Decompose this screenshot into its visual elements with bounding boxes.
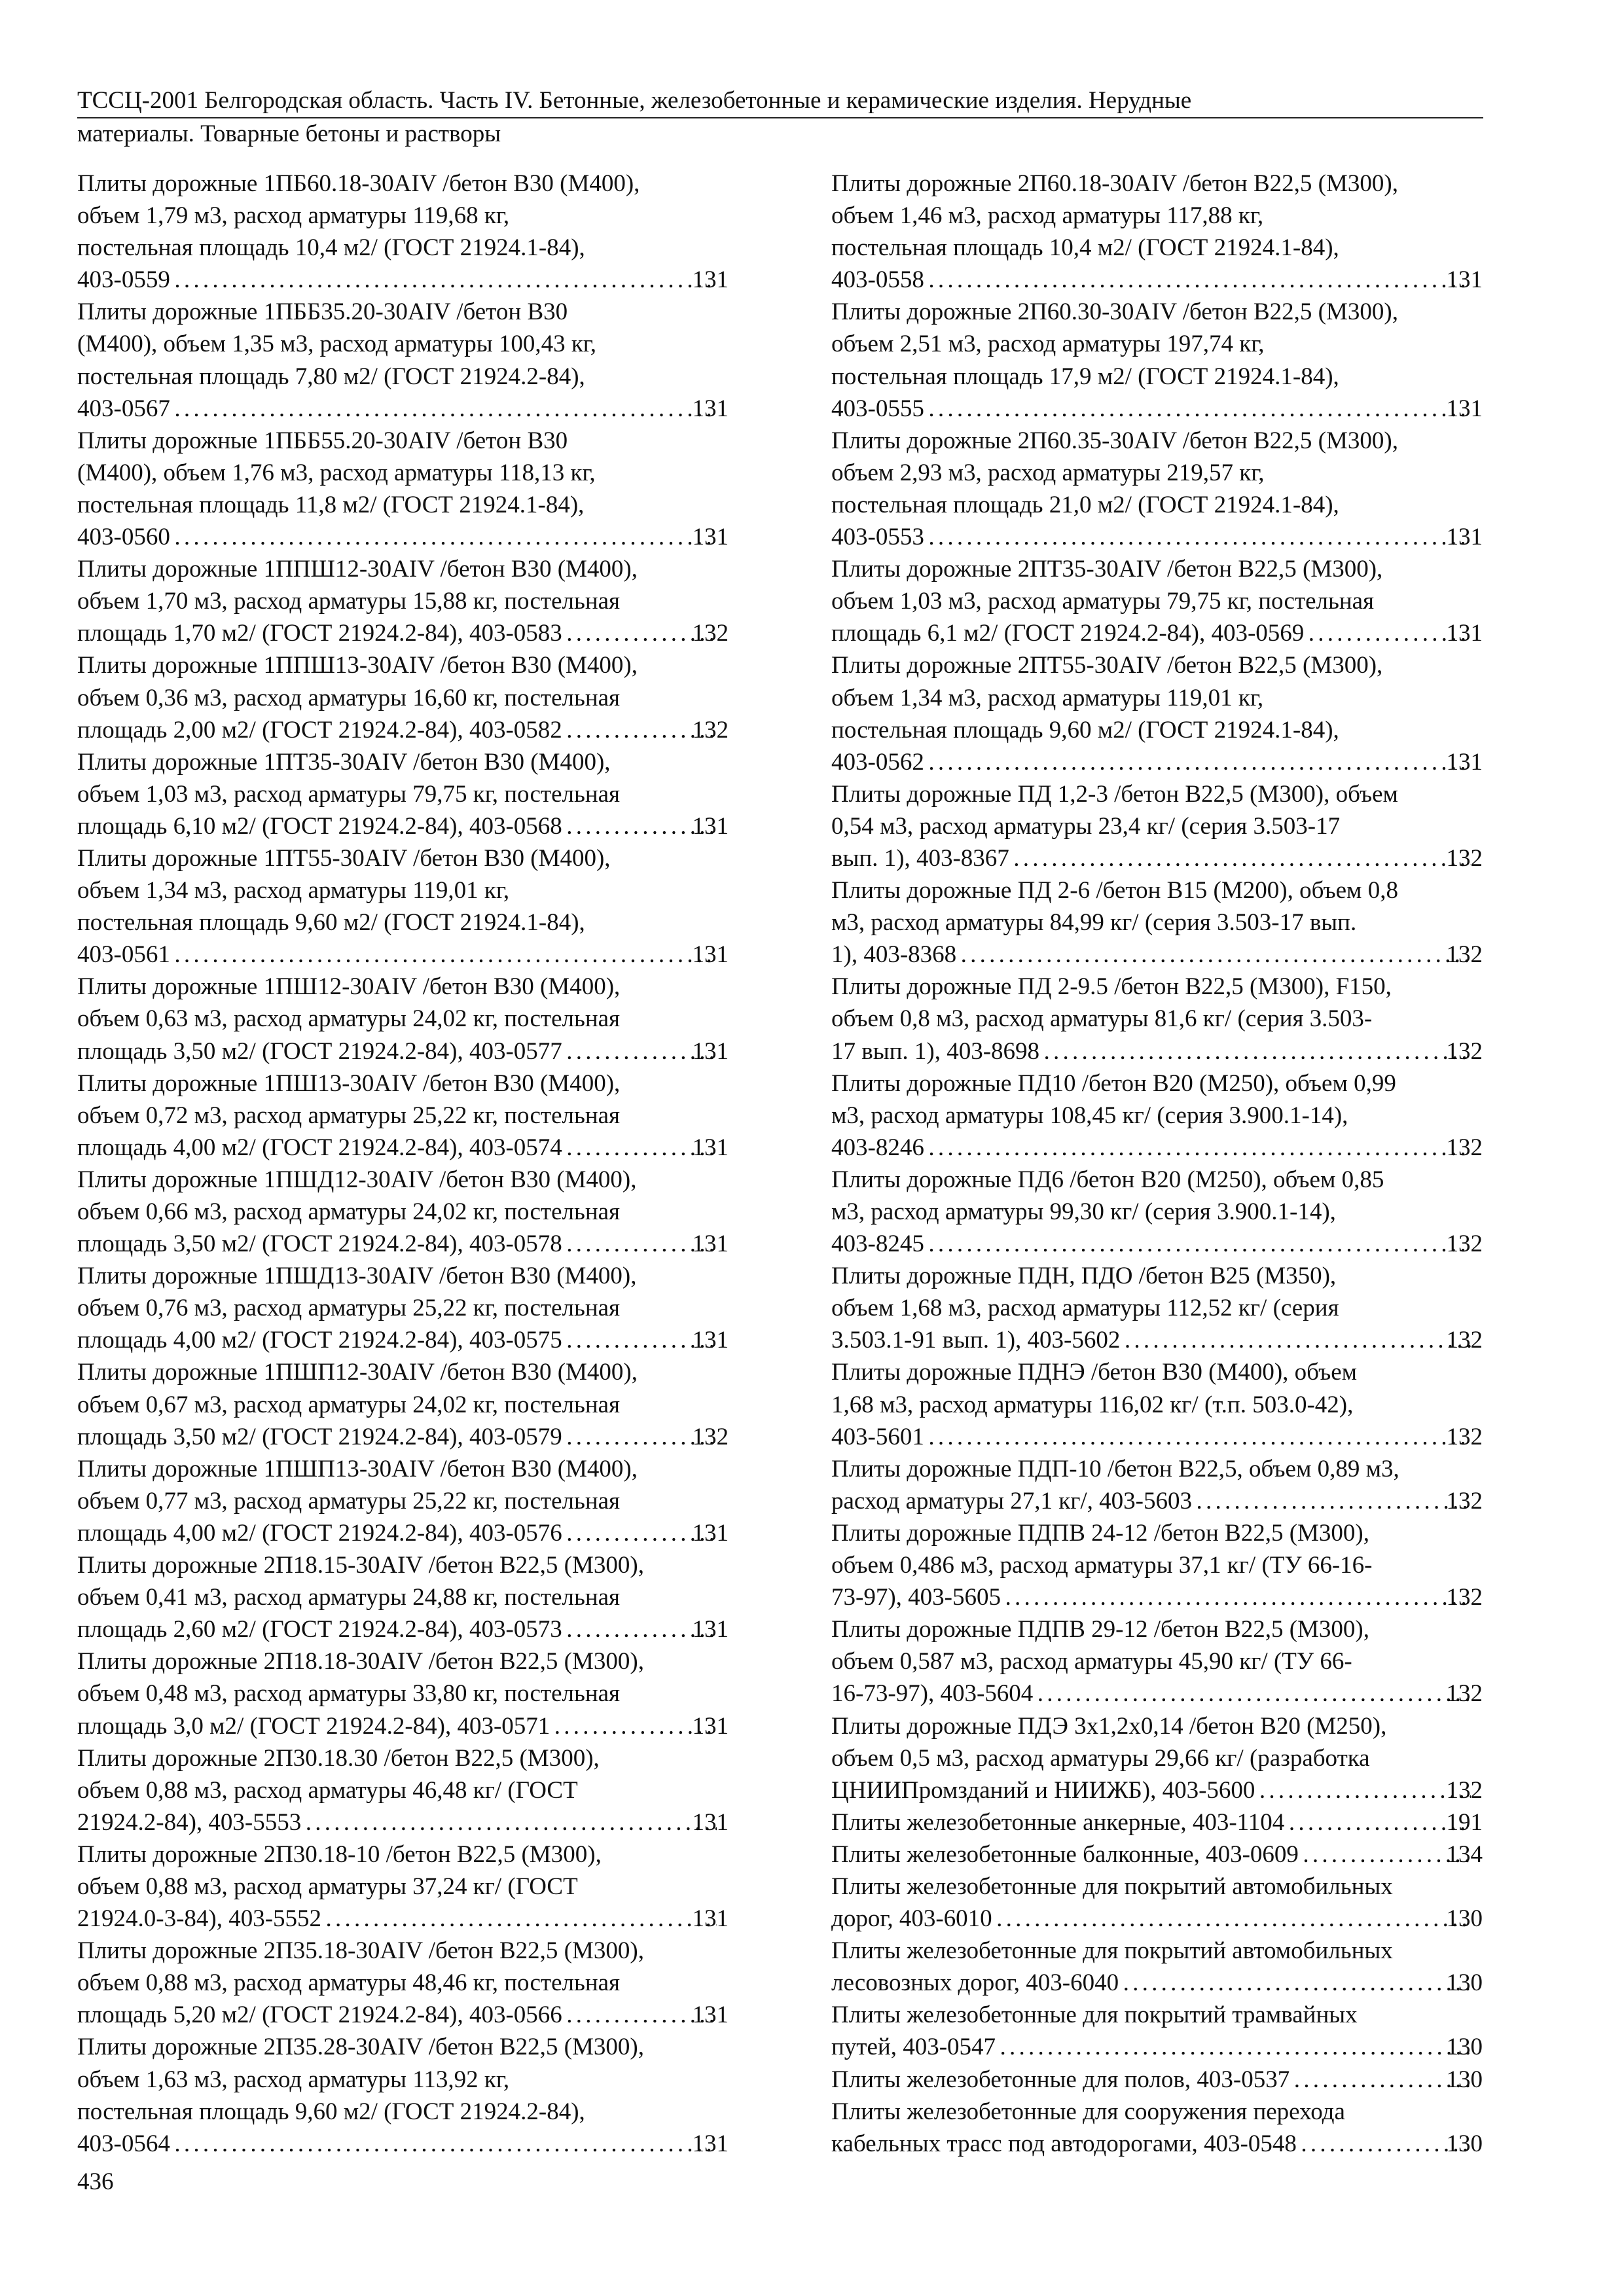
entry-last-line — [77, 810, 729, 842]
entry-last-line — [77, 1228, 729, 1260]
entry-page-ref: 132 — [1446, 1680, 1483, 1708]
entry-code: 1), 403-8368 — [831, 941, 957, 969]
index-entry — [831, 1806, 1483, 1839]
dot-leader — [172, 521, 717, 553]
entry-code: 403-5601 — [831, 1423, 924, 1450]
entry-last-line — [77, 1324, 729, 1356]
index-entry — [77, 1067, 729, 1164]
dot-leader — [926, 521, 1471, 553]
index-entry — [831, 1999, 1483, 2063]
entry-page-ref: 191 — [1446, 1808, 1483, 1836]
entry-last-line — [831, 1421, 1483, 1453]
entry-text-line: Плиты дорожные 1ПТ55-30AIV /бетон В30 (М400), — [77, 844, 611, 872]
entry-text-line: Плиты дорожные 1ПБ60.18-30AIV /бетон В30 (М400), — [77, 170, 640, 197]
entry-text-line: Плиты дорожные 2П60.30-30AIV /бетон В22,5 (М300), — [831, 298, 1398, 326]
index-entry — [77, 425, 729, 553]
entry-text-line: Плиты дорожные ПД 1,2-3 /бетон В22,5 (М300), объем — [831, 780, 1398, 808]
entry-text-line: Плиты дорожные ПДЭ 3х1,2х0,14 /бетон В20 (М250), — [831, 1712, 1387, 1740]
index-column-left — [77, 168, 729, 2160]
entry-text-line: (М400), объем 1,35 м3, расход арматуры 100,43 кг, — [77, 331, 597, 358]
index-entry — [77, 1453, 729, 1549]
dot-leader — [1291, 2064, 1470, 2096]
entry-text-line: Плиты дорожные 2ПТ35-30AIV /бетон В22,5 (М300), — [831, 556, 1383, 583]
index-entry — [831, 1613, 1483, 1710]
entry-last-line — [77, 714, 729, 746]
entry-last-line — [831, 1967, 1483, 1999]
entry-page-ref: 130 — [1446, 2130, 1483, 2157]
index-entry — [77, 1742, 729, 1839]
entry-page-ref: 131 — [692, 1327, 729, 1354]
entry-text-line: Плиты дорожные ПД 2-6 /бетон В15 (М200), объем 0,8 — [831, 877, 1398, 905]
entry-page-ref: 132 — [1446, 1776, 1483, 1804]
entry-last-line — [831, 2064, 1483, 2096]
entry-last-line — [831, 1485, 1483, 1517]
index-entry — [831, 168, 1483, 296]
entry-text-line: объем 1,70 м3, расход арматуры 15,88 кг, постельная — [77, 588, 621, 615]
dot-leader — [172, 2128, 717, 2160]
entry-last-line — [831, 939, 1483, 971]
entry-text-line: объем 2,51 м3, расход арматуры 197,74 кг, — [831, 331, 1265, 358]
entry-code: 403-0562 — [831, 748, 924, 776]
entry-page-ref: 131 — [692, 1808, 729, 1836]
index-entry — [831, 1453, 1483, 1517]
entry-page-ref: 131 — [1446, 748, 1483, 776]
entry-last-line — [77, 521, 729, 553]
entry-last-line — [831, 521, 1483, 553]
entry-code: площадь 3,50 м2/ (ГОСТ 21924.2-84), 403-0578 — [77, 1230, 562, 1258]
index-entry — [77, 842, 729, 971]
index-entry — [831, 296, 1483, 424]
entry-last-line — [831, 1035, 1483, 1067]
entry-text-line: объем 1,46 м3, расход арматуры 117,88 кг, — [831, 202, 1264, 230]
dot-leader — [1035, 1677, 1470, 1710]
index-entry — [77, 1260, 729, 1356]
dot-leader — [172, 264, 717, 296]
entry-code: площадь 6,10 м2/ (ГОСТ 21924.2-84), 403-0568 — [77, 812, 562, 840]
entry-text-line: постельная площадь 11,8 м2/ (ГОСТ 21924.1-84), — [77, 491, 585, 518]
entry-text-line: Плиты дорожные 1ППШ13-30AIV /бетон В30 (М400), — [77, 652, 638, 679]
entry-last-line — [77, 1517, 729, 1549]
entry-text-line: м3, расход арматуры 84,99 кг/ (серия 3.503-17 вып. — [831, 909, 1357, 937]
entry-text-line: Плиты дорожные 1ПШП13-30AIV /бетон В30 (М400), — [77, 1455, 638, 1482]
entry-text-line: Плиты дорожные ПДПВ 24-12 /бетон В22,5 (М300), — [831, 1519, 1369, 1547]
entry-text-line: объем 2,93 м3, расход арматуры 219,57 кг, — [831, 459, 1265, 486]
entry-text-line: Плиты дорожные 1ПШД12-30AIV /бетон В30 (М400), — [77, 1166, 637, 1193]
entry-text-line: объем 1,03 м3, расход арматуры 79,75 кг, постельная — [77, 780, 621, 808]
entry-text-line: Плиты дорожные 2П30.18-10 /бетон В22,5 (М300), — [77, 1840, 602, 1868]
entry-code: Плиты железобетонные балконные, 403-0609 — [831, 1840, 1299, 1868]
dot-leader — [926, 1228, 1471, 1260]
entry-text-line: Плиты дорожные ПД 2-9.5 /бетон В22,5 (М300), F150, — [831, 973, 1392, 1001]
index-entry — [831, 649, 1483, 778]
entry-page-ref: 130 — [1446, 1969, 1483, 1997]
entry-code: 403-0561 — [77, 941, 170, 969]
entry-last-line — [77, 1613, 729, 1645]
entry-page-ref: 132 — [692, 620, 729, 647]
entry-text-line: Плиты железобетонные для покрытий автомобильных — [831, 1937, 1393, 1965]
entry-text-line: м3, расход арматуры 108,45 кг/ (серия 3.900.1-14), — [831, 1102, 1348, 1129]
index-entry — [831, 2064, 1483, 2096]
entry-text-line: постельная площадь 9,60 м2/ (ГОСТ 21924.2-84), — [77, 2098, 585, 2125]
entry-code: площадь 5,20 м2/ (ГОСТ 21924.2-84), 403-0566 — [77, 2001, 562, 2029]
entry-page-ref: 130 — [1446, 2066, 1483, 2093]
entry-code: площадь 1,70 м2/ (ГОСТ 21924.2-84), 403-0583 — [77, 620, 562, 647]
index-column-right — [831, 168, 1483, 2160]
entry-last-line — [831, 1132, 1483, 1164]
entry-text-line: объем 0,88 м3, расход арматуры 46,48 кг/ (ГОСТ — [77, 1776, 578, 1804]
entry-page-ref: 131 — [1446, 620, 1483, 647]
entry-text-line: объем 0,48 м3, расход арматуры 33,80 кг, постельная — [77, 1680, 621, 1708]
entry-code: 73-97), 403-5605 — [831, 1584, 1001, 1611]
dot-leader — [1011, 842, 1471, 874]
dot-leader — [1122, 1324, 1470, 1356]
entry-code: 3.503.1-91 вып. 1), 403-5602 — [831, 1327, 1121, 1354]
entry-text-line: объем 1,03 м3, расход арматуры 79,75 кг, постельная — [831, 588, 1375, 615]
entry-code: 403-0553 — [831, 524, 924, 551]
entry-text-line: (М400), объем 1,76 м3, расход арматуры 118,13 кг, — [77, 459, 596, 486]
entry-last-line — [77, 1903, 729, 1935]
entry-text-line: постельная площадь 17,9 м2/ (ГОСТ 21924.1-84), — [831, 363, 1339, 390]
entry-text-line: Плиты дорожные 1ПШП12-30AIV /бетон В30 (М400), — [77, 1359, 638, 1386]
entry-last-line — [831, 1228, 1483, 1260]
entry-text-line: Плиты дорожные 2П18.15-30AIV /бетон В22,5 (М300), — [77, 1552, 644, 1579]
entry-text-line: постельная площадь 9,60 м2/ (ГОСТ 21924.1-84), — [831, 716, 1339, 744]
entry-text-line: объем 1,63 м3, расход арматуры 113,92 кг, — [77, 2066, 510, 2093]
entry-page-ref: 131 — [692, 1616, 729, 1643]
entry-code: 21924.2-84), 403-5553 — [77, 1808, 302, 1836]
entry-code: площадь 6,1 м2/ (ГОСТ 21924.2-84), 403-0569 — [831, 620, 1305, 647]
entry-last-line — [831, 1324, 1483, 1356]
index-entry — [831, 1356, 1483, 1452]
index-entry — [831, 1517, 1483, 1613]
entry-code: площадь 3,50 м2/ (ГОСТ 21924.2-84), 403-0579 — [77, 1423, 562, 1450]
dot-leader — [172, 393, 717, 425]
entry-code: 403-8246 — [831, 1134, 924, 1161]
index-entry — [77, 168, 729, 296]
entry-page-ref: 132 — [1446, 1327, 1483, 1354]
index-entry — [831, 1935, 1483, 1999]
entry-last-line — [77, 939, 729, 971]
entry-text-line: Плиты дорожные ПДП-10 /бетон В22,5, объем 0,89 м3, — [831, 1455, 1399, 1482]
entry-page-ref: 131 — [1446, 266, 1483, 294]
index-entry — [831, 874, 1483, 971]
index-entry — [77, 1935, 729, 2031]
entry-code: вып. 1), 403-8367 — [831, 844, 1009, 872]
entry-last-line — [831, 1774, 1483, 1806]
entry-text-line: объем 0,8 м3, расход арматуры 81,6 кг/ (серия 3.503- — [831, 1005, 1373, 1033]
index-entry — [77, 553, 729, 649]
entry-last-line — [77, 2128, 729, 2160]
entry-code: площадь 2,00 м2/ (ГОСТ 21924.2-84), 403-0582 — [77, 716, 562, 744]
index-entry — [831, 1871, 1483, 1935]
entry-page-ref: 131 — [692, 524, 729, 551]
entry-page-ref: 130 — [1446, 2034, 1483, 2061]
entry-text-line: Плиты дорожные 1ПББ55.20-30AIV /бетон В30 — [77, 427, 568, 454]
entry-text-line: Плиты дорожные ПДНЭ /бетон В30 (М400), объем — [831, 1359, 1358, 1386]
dot-leader — [323, 1903, 716, 1935]
dot-leader — [1003, 1581, 1471, 1613]
entry-text-line: Плиты железобетонные для покрытий автомобильных — [831, 1873, 1393, 1900]
entry-code: кабельных трасс под автодорогами, 403-0548 — [831, 2130, 1297, 2157]
dot-leader — [1257, 1774, 1470, 1806]
entry-last-line — [77, 1806, 729, 1839]
entry-text-line: Плиты дорожные 2П30.18.30 /бетон В22,5 (М300), — [77, 1744, 600, 1772]
entry-page-ref: 132 — [1446, 941, 1483, 969]
entry-last-line — [831, 617, 1483, 649]
index-entry — [77, 746, 729, 842]
entry-text-line: м3, расход арматуры 99,30 кг/ (серия 3.900.1-14), — [831, 1198, 1336, 1225]
dot-leader — [926, 264, 1471, 296]
entry-code: 403-8245 — [831, 1230, 924, 1258]
entry-text-line: Плиты дорожные 1ПТ35-30AIV /бетон В30 (М400), — [77, 748, 611, 776]
dot-leader — [998, 2031, 1470, 2063]
entry-code: расход арматуры 27,1 кг/, 403-5603 — [831, 1487, 1192, 1515]
entry-text-line: объем 0,88 м3, расход арматуры 37,24 кг/ (ГОСТ — [77, 1873, 578, 1900]
entry-text-line: Плиты дорожные 1ПШ13-30AIV /бетон В30 (М400), — [77, 1069, 621, 1097]
entry-text-line: постельная площадь 10,4 м2/ (ГОСТ 21924.1-84), — [77, 234, 585, 262]
entry-page-ref: 131 — [692, 1230, 729, 1258]
entry-page-ref: 132 — [692, 716, 729, 744]
entry-code: 17 вып. 1), 403-8698 — [831, 1037, 1040, 1065]
entry-text-line: объем 0,88 м3, расход арматуры 48,46 кг, постельная — [77, 1969, 621, 1997]
entry-page-ref: 131 — [692, 2001, 729, 2029]
entry-code: площадь 2,60 м2/ (ГОСТ 21924.2-84), 403-0573 — [77, 1616, 562, 1643]
entry-text-line: Плиты дорожные ПД6 /бетон В20 (М250), объем 0,85 — [831, 1166, 1384, 1193]
index-entry — [77, 2031, 729, 2159]
entry-last-line — [831, 1581, 1483, 1613]
index-entry — [831, 778, 1483, 874]
entry-page-ref: 131 — [692, 2130, 729, 2157]
entry-text-line: Плиты дорожные ПДПВ 29-12 /бетон В22,5 (М300), — [831, 1616, 1369, 1643]
entry-code: Плиты железобетонные анкерные, 403-1104 — [831, 1808, 1285, 1836]
entry-page-ref: 134 — [1446, 1840, 1483, 1868]
entry-text-line: объем 0,41 м3, расход арматуры 24,88 кг, постельная — [77, 1584, 621, 1611]
index-entry — [831, 1710, 1483, 1806]
entry-last-line — [831, 393, 1483, 425]
entry-last-line — [831, 746, 1483, 778]
entry-text-line: Плиты дорожные ПДН, ПДО /бетон В25 (М350), — [831, 1263, 1337, 1290]
index-entry — [831, 1260, 1483, 1356]
entry-page-ref: 131 — [692, 941, 729, 969]
entry-last-line — [831, 1677, 1483, 1710]
entry-text-line: объем 1,34 м3, расход арматуры 119,01 кг, — [831, 684, 1264, 711]
dot-leader — [1306, 617, 1470, 649]
entry-text-line: объем 0,76 м3, расход арматуры 25,22 кг, постельная — [77, 1295, 621, 1322]
header-title-line1: ТССЦ-2001 Белгородская область. Часть IV. Бетонные, железобетонные и керамические изделия. Нерудные — [77, 85, 1483, 118]
entry-text-line: Плиты дорожные 2П35.18-30AIV /бетон В22,5 (М300), — [77, 1937, 644, 1965]
index-entry — [77, 1645, 729, 1742]
entry-text-line: Плиты дорожные 2П60.18-30AIV /бетон В22,5 (М300), — [831, 170, 1398, 197]
entry-last-line — [77, 393, 729, 425]
entry-text-line: объем 0,486 м3, расход арматуры 37,1 кг/ (ТУ 66-16- — [831, 1552, 1373, 1579]
entry-text-line: объем 0,5 м3, расход арматуры 29,66 кг/ (разработка — [831, 1744, 1370, 1772]
index-entry — [77, 1356, 729, 1452]
dot-leader — [1301, 1839, 1471, 1871]
entry-code: путей, 403-0547 — [831, 2034, 996, 2061]
dot-leader — [1121, 1967, 1470, 1999]
entry-last-line — [77, 1999, 729, 2031]
entry-page-ref: 132 — [1446, 1134, 1483, 1161]
dot-leader — [1299, 2128, 1471, 2160]
entry-last-line — [77, 1035, 729, 1067]
entry-page-ref: 131 — [692, 1037, 729, 1065]
entry-text-line: Плиты дорожные 2П18.18-30AIV /бетон В22,5 (М300), — [77, 1648, 644, 1676]
index-entry — [831, 2096, 1483, 2160]
entry-last-line — [831, 1839, 1483, 1871]
index-entry — [831, 425, 1483, 553]
entry-text-line: объем 0,587 м3, расход арматуры 45,90 кг/ (ТУ 66- — [831, 1648, 1352, 1676]
entry-code: площадь 3,50 м2/ (ГОСТ 21924.2-84), 403-0577 — [77, 1037, 562, 1065]
entry-last-line — [831, 1903, 1483, 1935]
entry-code: площадь 4,00 м2/ (ГОСТ 21924.2-84), 403-0575 — [77, 1327, 562, 1354]
entry-page-ref: 131 — [1446, 395, 1483, 422]
dot-leader — [1286, 1806, 1470, 1839]
entry-text-line: Плиты дорожные 1ПШ12-30AIV /бетон В30 (М400), — [77, 973, 621, 1001]
dot-leader — [926, 746, 1471, 778]
dot-leader — [552, 1710, 716, 1742]
entry-code: 403-0558 — [831, 266, 924, 294]
entry-last-line — [77, 617, 729, 649]
entry-text-line: 0,54 м3, расход арматуры 23,4 кг/ (серия 3.503-17 — [831, 812, 1341, 840]
entry-text-line: постельная площадь 7,80 м2/ (ГОСТ 21924.2-84), — [77, 363, 585, 390]
entry-code: Плиты железобетонные для полов, 403-0537 — [831, 2066, 1290, 2093]
entry-page-ref: 130 — [1446, 1905, 1483, 1933]
dot-leader — [1041, 1035, 1470, 1067]
entry-text-line: постельная площадь 9,60 м2/ (ГОСТ 21924.1-84), — [77, 909, 585, 937]
index-entry — [77, 1549, 729, 1645]
running-header — [77, 85, 1483, 150]
index-entry — [77, 1839, 729, 1935]
entry-page-ref: 132 — [1446, 1230, 1483, 1258]
entry-code: лесовозных дорог, 403-6040 — [831, 1969, 1119, 1997]
entry-page-ref: 131 — [1446, 524, 1483, 551]
entry-page-ref: 131 — [692, 1519, 729, 1547]
entry-page-ref: 132 — [1446, 1423, 1483, 1450]
entry-page-ref: 131 — [692, 395, 729, 422]
entry-last-line — [77, 1132, 729, 1164]
entry-text-line: Плиты железобетонные для сооружения перехода — [831, 2098, 1345, 2125]
entry-code: 403-0559 — [77, 266, 170, 294]
dot-leader — [926, 1132, 1471, 1164]
index-entry — [831, 553, 1483, 649]
entry-text-line: постельная площадь 10,4 м2/ (ГОСТ 21924.1-84), — [831, 234, 1339, 262]
page-number: 436 — [77, 2168, 114, 2195]
entry-code: 403-0555 — [831, 395, 924, 422]
dot-leader — [958, 939, 1470, 971]
entry-code: 21924.0-3-84), 403-5552 — [77, 1905, 322, 1933]
entry-code: площадь 3,0 м2/ (ГОСТ 21924.2-84), 403-0571 — [77, 1712, 550, 1740]
entry-page-ref: 131 — [692, 812, 729, 840]
entry-page-ref: 132 — [1446, 844, 1483, 872]
entry-text-line: объем 0,36 м3, расход арматуры 16,60 кг, постельная — [77, 684, 621, 711]
entry-text-line: объем 0,63 м3, расход арматуры 24,02 кг, постельная — [77, 1005, 621, 1033]
entry-code: 403-0560 — [77, 524, 170, 551]
entry-text-line: объем 1,79 м3, расход арматуры 119,68 кг, — [77, 202, 510, 230]
entry-text-line: Плиты дорожные 1ППШ12-30AIV /бетон В30 (М400), — [77, 556, 638, 583]
index-entry — [831, 971, 1483, 1067]
entry-text-line: постельная площадь 21,0 м2/ (ГОСТ 21924.1-84), — [831, 491, 1339, 518]
entry-code: 16-73-97), 403-5604 — [831, 1680, 1034, 1708]
index-entry — [831, 1839, 1483, 1871]
entry-text-line: 1,68 м3, расход арматуры 116,02 кг/ (т.п. 503.0-42), — [831, 1391, 1354, 1418]
entry-page-ref: 131 — [692, 1134, 729, 1161]
entry-code: 403-0567 — [77, 395, 170, 422]
entry-last-line — [831, 2128, 1483, 2160]
entry-page-ref: 131 — [692, 1712, 729, 1740]
index-entry — [77, 971, 729, 1067]
entry-page-ref: 131 — [692, 1905, 729, 1933]
entry-text-line: Плиты дорожные 1ПББ35.20-30AIV /бетон В30 — [77, 298, 568, 326]
dot-leader — [303, 1806, 716, 1839]
dot-leader — [1194, 1485, 1471, 1517]
entry-page-ref: 132 — [692, 1423, 729, 1450]
entry-last-line — [77, 1421, 729, 1453]
dot-leader — [926, 1421, 1471, 1453]
entry-page-ref: 132 — [1446, 1584, 1483, 1611]
entry-text-line: объем 0,72 м3, расход арматуры 25,22 кг, постельная — [77, 1102, 621, 1129]
entry-text-line: объем 1,34 м3, расход арматуры 119,01 кг, — [77, 877, 510, 905]
entry-text-line: объем 1,68 м3, расход арматуры 112,52 кг/ (серия — [831, 1295, 1339, 1322]
index-entry — [831, 1164, 1483, 1260]
entry-code: площадь 4,00 м2/ (ГОСТ 21924.2-84), 403-0574 — [77, 1134, 562, 1161]
entry-text-line: Плиты железобетонные для покрытий трамвайных — [831, 2001, 1358, 2029]
entry-last-line — [831, 2031, 1483, 2063]
index-entry — [831, 1067, 1483, 1164]
entry-text-line: Плиты дорожные 2П60.35-30AIV /бетон В22,5 (М300), — [831, 427, 1398, 454]
dot-leader — [926, 393, 1471, 425]
entry-last-line — [831, 264, 1483, 296]
entry-code: ЦНИИПромзданий и НИИЖБ), 403-5600 — [831, 1776, 1255, 1804]
entry-page-ref: 132 — [1446, 1487, 1483, 1515]
entry-text-line: объем 0,77 м3, расход арматуры 25,22 кг, постельная — [77, 1487, 621, 1515]
entry-last-line — [77, 1710, 729, 1742]
entry-text-line: Плиты дорожные ПД10 /бетон В20 (М250), объем 0,99 — [831, 1069, 1396, 1097]
entry-text-line: Плиты дорожные 2П35.28-30AIV /бетон В22,5 (М300), — [77, 2034, 644, 2061]
entry-text-line: Плиты дорожные 2ПТ55-30AIV /бетон В22,5 (М300), — [831, 652, 1383, 679]
entry-last-line — [831, 842, 1483, 874]
dot-leader — [994, 1903, 1471, 1935]
entry-page-ref: 131 — [692, 266, 729, 294]
entry-text-line: Плиты дорожные 1ПШД13-30AIV /бетон В30 (М400), — [77, 1263, 637, 1290]
entry-code: дорог, 403-6010 — [831, 1905, 992, 1933]
index-entry — [77, 649, 729, 745]
entry-code: 403-0564 — [77, 2130, 170, 2157]
entry-last-line — [77, 264, 729, 296]
index-entry — [77, 296, 729, 424]
entry-text-line: объем 0,66 м3, расход арматуры 24,02 кг, постельная — [77, 1198, 621, 1225]
entry-code: площадь 4,00 м2/ (ГОСТ 21924.2-84), 403-0576 — [77, 1519, 562, 1547]
dot-leader — [172, 939, 717, 971]
entry-last-line — [831, 1806, 1483, 1839]
header-title-line2: материалы. Товарные бетоны и растворы — [77, 120, 501, 147]
index-entry — [77, 1164, 729, 1260]
entry-page-ref: 132 — [1446, 1037, 1483, 1065]
entry-text-line: объем 0,67 м3, расход арматуры 24,02 кг, постельная — [77, 1391, 621, 1418]
